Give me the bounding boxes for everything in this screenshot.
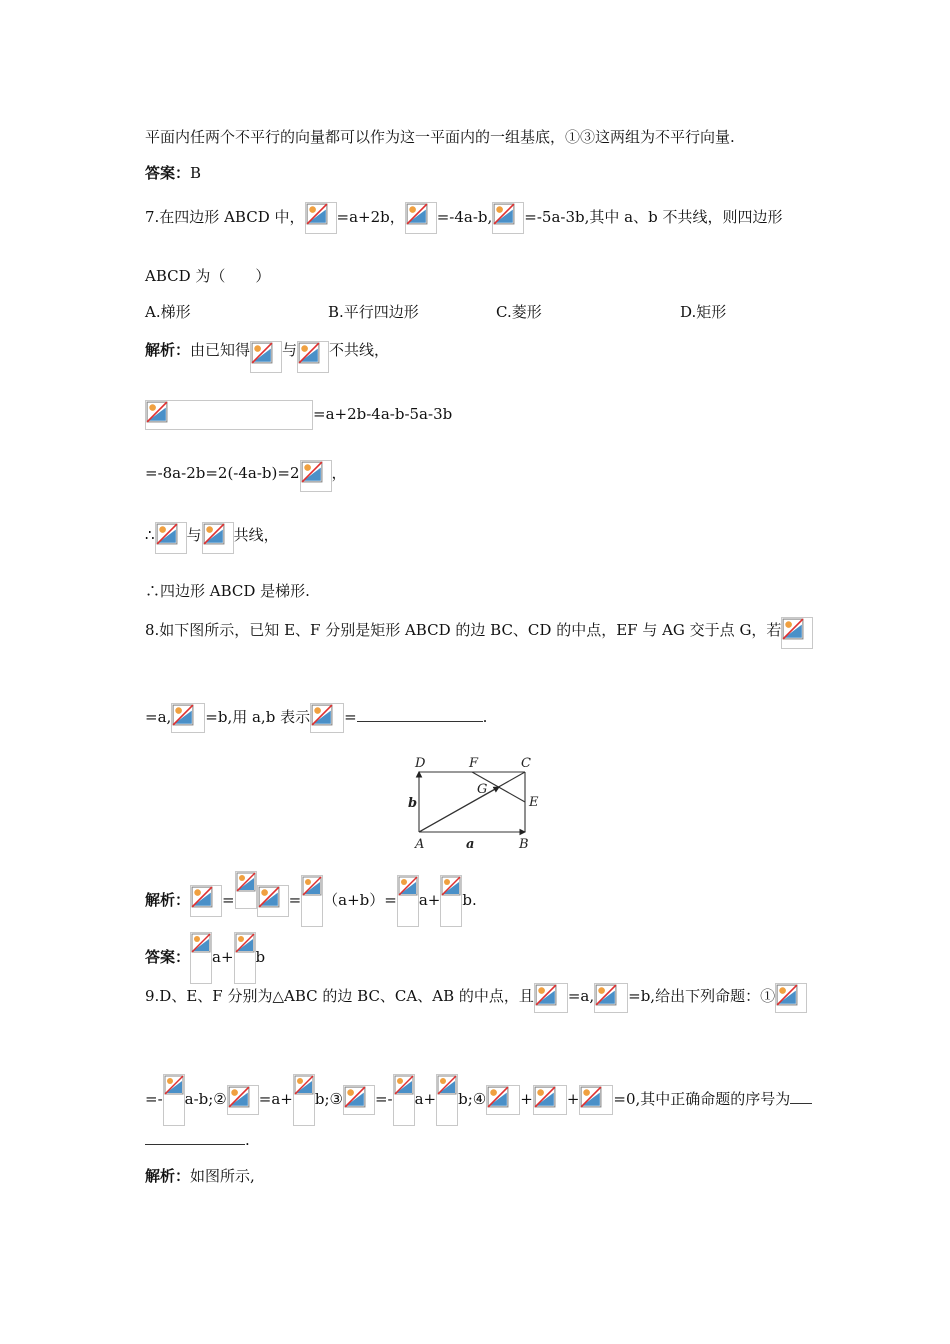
q7-text: =-5a-3b,其中 a、b 不共线，则四边形 <box>524 208 783 226</box>
broken-image-icon <box>781 617 813 649</box>
q8-text: . <box>482 708 488 726</box>
broken-image-icon <box>190 932 212 984</box>
broken-image-icon <box>145 400 313 430</box>
broken-image-icon <box>310 703 344 733</box>
q9-text: =- <box>145 1090 163 1108</box>
q7-text: =a+2b， <box>336 208 405 226</box>
label-f: F <box>469 756 479 771</box>
broken-image-icon <box>190 885 222 917</box>
broken-image-icon <box>293 1074 315 1126</box>
option-b: B.平行四边形 <box>328 303 419 321</box>
answer-text: a+ <box>212 948 234 966</box>
broken-image-icon <box>301 875 323 927</box>
answer-blank <box>145 1130 245 1145</box>
label-a-vector: a <box>466 837 475 852</box>
option-d: D.矩形 <box>680 303 727 321</box>
label-a: A <box>415 837 425 852</box>
question-9-line-3 <box>145 1130 250 1150</box>
answer-line <box>145 163 201 183</box>
broken-image-icon <box>533 1085 567 1115</box>
solution-7-line-1 <box>145 340 389 373</box>
broken-image-icon <box>234 932 256 984</box>
therefore-symbol: ∴ <box>145 526 155 544</box>
solution-text: a+ <box>418 891 441 909</box>
label-d: D <box>415 756 426 771</box>
q7-text: 7.在四边形 ABCD 中， <box>145 208 305 226</box>
solution-text: 不共线， <box>329 341 390 359</box>
broken-image-icon <box>250 341 282 373</box>
solution-text: = <box>288 891 302 909</box>
solution-text: ， <box>331 464 347 482</box>
broken-image-icon <box>440 875 462 927</box>
solution-9-line <box>145 1166 255 1186</box>
solution-7-line-2 <box>145 400 452 430</box>
broken-image-icon <box>579 1085 613 1115</box>
solution-text: 共线， <box>233 526 279 544</box>
option-a: A.梯形 <box>145 303 191 321</box>
broken-image-icon <box>227 1085 259 1115</box>
broken-image-icon <box>393 1074 415 1126</box>
answer-blank <box>790 1089 812 1104</box>
solution-text: b. <box>462 891 477 909</box>
question-7-line-2: ABCD 为（ ） <box>145 267 271 285</box>
solution-text: 与 <box>186 526 202 544</box>
broken-image-icon <box>486 1085 520 1115</box>
q9-text: =b,给出下列命题：① <box>628 987 776 1005</box>
q9-text: + <box>566 1090 580 1108</box>
broken-image-icon <box>202 522 234 554</box>
solution-7-line-4 <box>145 522 279 554</box>
solution-text: 与 <box>282 341 298 359</box>
broken-image-icon <box>343 1085 375 1115</box>
q9-text: + <box>520 1090 533 1108</box>
answer-text: b <box>255 948 266 966</box>
question-8-line-1 <box>145 617 813 649</box>
broken-image-icon <box>305 202 337 234</box>
answer-blank <box>357 707 483 722</box>
broken-image-icon <box>155 522 187 554</box>
solution-text: 如图所示, <box>190 1167 255 1185</box>
solution-text: = <box>222 891 235 909</box>
q9-text: b;④ <box>458 1090 487 1108</box>
label-b: B <box>519 837 529 852</box>
q9-text: =a, <box>567 987 595 1005</box>
question-9-line-1 <box>145 983 807 1013</box>
answer-value: B <box>190 164 202 182</box>
label-g: G <box>477 782 488 797</box>
answer-8-line <box>145 932 265 984</box>
q9-text: =a+ <box>258 1090 293 1108</box>
broken-image-icon <box>405 202 437 234</box>
solution-7-line-5: ∴四边形 ABCD 是梯形. <box>145 582 310 600</box>
broken-image-icon <box>300 460 332 492</box>
question-8-line-2 <box>145 703 487 733</box>
question-7-line-1 <box>145 202 782 234</box>
broken-image-icon <box>775 983 807 1013</box>
broken-image-icon <box>171 703 205 733</box>
solution-text: =-8a-2b=2(-4a-b)=2 <box>145 464 300 482</box>
q9-text: =- <box>374 1090 393 1108</box>
question-9-line-2 <box>145 1074 812 1126</box>
q8-text: = <box>344 708 357 726</box>
solution-label: 解析： <box>145 1167 191 1185</box>
label-b-vector: b <box>408 796 418 811</box>
q9-text: 9.D、E、F 分别为△ABC 的边 BC、CA、AB 的中点，且 <box>145 987 534 1005</box>
broken-image-icon <box>594 983 628 1013</box>
text-line: 平面内任两个不平行的向量都可以作为这一平面内的一组基底，①③这两组为不平行向量. <box>145 128 735 146</box>
q8-text: 8.如下图所示，已知 E、F 分别是矩形 ABCD 的边 BC、CD 的中点，EF 与 AG 交于点 G，若 <box>145 621 782 639</box>
q9-text: =0,其中正确命题的序号为 <box>613 1090 791 1108</box>
q9-text: . <box>245 1131 250 1149</box>
q9-text: b;③ <box>314 1090 343 1108</box>
broken-image-icon <box>163 1074 185 1126</box>
q8-text: =b,用 a,b 表示 <box>205 708 311 726</box>
q7-text: =-4a-b, <box>436 208 493 226</box>
broken-image-icon <box>534 983 568 1013</box>
q8-text: =a, <box>145 708 172 726</box>
q9-text: a+ <box>414 1090 437 1108</box>
answer-label: 答案： <box>145 948 191 966</box>
option-c: C.菱形 <box>496 303 542 321</box>
broken-image-icon <box>436 1074 458 1126</box>
broken-image-icon <box>235 871 257 909</box>
solution-text: 由已知得 <box>190 341 251 359</box>
solution-label: 解析： <box>145 341 191 359</box>
solution-label: 解析： <box>145 891 191 909</box>
broken-image-icon <box>397 875 419 927</box>
label-e: E <box>529 795 539 810</box>
rectangle-figure <box>405 752 545 856</box>
broken-image-icon <box>492 202 524 234</box>
answer-label: 答案： <box>145 164 191 182</box>
label-c: C <box>521 756 531 771</box>
solution-7-line-3 <box>145 460 347 492</box>
q9-text: a-b;② <box>184 1090 227 1108</box>
solution-text: （a+b）= <box>323 891 397 909</box>
broken-image-icon <box>257 885 289 917</box>
solution-text: =a+2b-4a-b-5a-3b <box>313 405 453 423</box>
broken-image-icon <box>297 341 329 373</box>
solution-8-line <box>145 871 477 927</box>
